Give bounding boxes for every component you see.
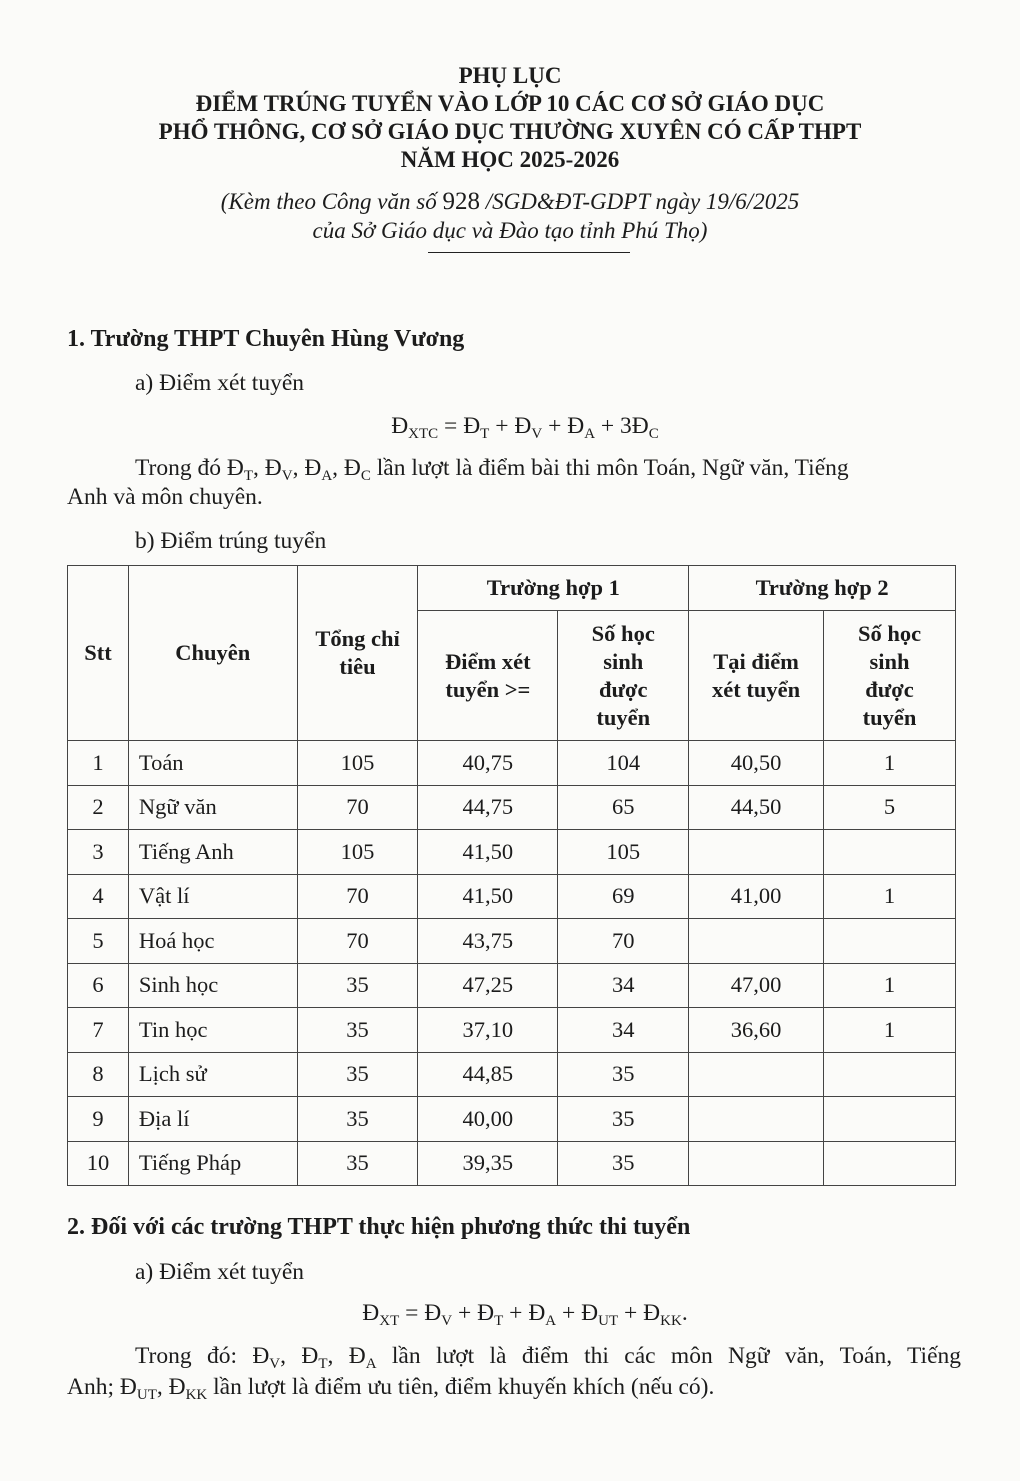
cell-chi-tieu: 70 (297, 919, 418, 964)
cell-diem-xet-tuyen-1: 37,10 (418, 1008, 558, 1053)
cell-so-hoc-sinh-1: 104 (558, 741, 689, 786)
table-body (68, 741, 956, 1186)
cell-so-hoc-sinh-1: 35 (558, 1097, 689, 1142)
cell-chi-tieu: 70 (297, 874, 418, 919)
table-row (68, 963, 956, 1008)
table-row (68, 874, 956, 919)
cell-diem-xet-tuyen-1: 43,75 (418, 919, 558, 964)
header-so-hoc-sinh-1: Số học sinh được tuyển (558, 611, 689, 741)
cell-chuyen: Địa lí (128, 1097, 297, 1142)
cell-chuyen: Lịch sử (128, 1052, 297, 1097)
cell-chuyen: Toán (128, 741, 297, 786)
table-row (68, 1097, 956, 1142)
cell-so-hoc-sinh-2: 1 (824, 741, 956, 786)
cell-so-hoc-sinh-1: 34 (558, 963, 689, 1008)
table-row (68, 785, 956, 830)
cell-stt: 6 (68, 963, 129, 1008)
doc-title-line1: ĐIỂM TRÚNG TUYỂN VÀO LỚP 10 CÁC CƠ SỞ GIÁO DỤC (195, 91, 825, 116)
cell-so-hoc-sinh-1: 105 (558, 830, 689, 875)
cell-diem-xet-tuyen-2 (689, 1141, 824, 1186)
attachment-note-line2: của Sở Giáo dục và Đào tạo tỉnh Phú Thọ) (312, 218, 708, 243)
cell-diem-xet-tuyen-2: 40,50 (689, 741, 824, 786)
cell-stt: 3 (68, 830, 129, 875)
cell-so-hoc-sinh-1: 35 (558, 1052, 689, 1097)
cell-stt: 4 (68, 874, 129, 919)
section1-desc-line2: Anh và môn chuyên. (67, 484, 263, 510)
section2-title: 2. Đối với các trường THPT thực hiện phương thức thi tuyển (67, 1214, 691, 1240)
cell-chi-tieu: 35 (297, 1008, 418, 1053)
cell-diem-xet-tuyen-2 (689, 830, 824, 875)
cell-so-hoc-sinh-2: 5 (824, 785, 956, 830)
cell-chuyen: Tiếng Pháp (128, 1141, 297, 1186)
section1-desc-line1: Trong đó $Đ_T$, $Đ_V$, $Đ_A$, $Đ_C$ lần lượt là điểm bài thi môn Toán, Ngữ văn, Tiếng (135, 455, 849, 484)
attachment-note-line1: (Kèm theo Công văn số 928 /SGD&ĐT-GDPT ngày 19/6/2025 (220, 188, 800, 215)
cell-chuyen: Hoá học (128, 919, 297, 964)
cell-so-hoc-sinh-2: 1 (824, 874, 956, 919)
header-underline (428, 252, 630, 253)
cell-diem-xet-tuyen-2: 36,60 (689, 1008, 824, 1053)
cell-so-hoc-sinh-1: 69 (558, 874, 689, 919)
cell-diem-xet-tuyen-1: 41,50 (418, 874, 558, 919)
header-chuyen: Chuyên (128, 566, 297, 741)
cell-so-hoc-sinh-1: 35 (558, 1141, 689, 1186)
cell-diem-xet-tuyen-2 (689, 1097, 824, 1142)
cell-chi-tieu: 35 (297, 1097, 418, 1142)
section2-sub-a: a) Điểm xét tuyển (135, 1259, 305, 1285)
cell-so-hoc-sinh-2 (824, 830, 956, 875)
cell-diem-xet-tuyen-2 (689, 919, 824, 964)
cell-chuyen: Sinh học (128, 963, 297, 1008)
appendix-label: PHỤ LỤC (458, 63, 562, 88)
table-row (68, 830, 956, 875)
doc-title-line2: PHỔ THÔNG, CƠ SỞ GIÁO DỤC THƯỜNG XUYÊN CÓ CẤP THPT (158, 119, 862, 144)
cell-stt: 5 (68, 919, 129, 964)
section1-formula: $Đ_{XTC}$ = $Đ_T$ + $Đ_V$ + $Đ_A$ + $3Đ_C$ (391, 413, 659, 442)
header-tai-diem-xet-tuyen: Tại điểm xét tuyển (689, 611, 824, 741)
cell-diem-xet-tuyen-2 (689, 1052, 824, 1097)
cell-diem-xet-tuyen-1: 47,25 (418, 963, 558, 1008)
table-row (68, 741, 956, 786)
cell-stt: 2 (68, 785, 129, 830)
cell-chuyen: Vật lí (128, 874, 297, 919)
cell-chuyen: Tin học (128, 1008, 297, 1053)
header-so-hoc-sinh-2: Số học sinh được tuyển (824, 611, 956, 741)
cell-diem-xet-tuyen-1: 40,00 (418, 1097, 558, 1142)
header-case2: Trường hợp 2 (689, 566, 956, 611)
doc-title-year: NĂM HỌC 2025-2026 (400, 147, 620, 172)
cell-diem-xet-tuyen-1: 44,75 (418, 785, 558, 830)
cell-chi-tieu: 35 (297, 1141, 418, 1186)
cell-so-hoc-sinh-2 (824, 1141, 956, 1186)
section1-sub-b: b) Điểm trúng tuyển (135, 528, 327, 554)
cell-so-hoc-sinh-2: 1 (824, 1008, 956, 1053)
doc-date: 19/6/2025 (705, 189, 800, 214)
header-stt: Stt (68, 566, 129, 741)
cell-diem-xet-tuyen-1: 41,50 (418, 830, 558, 875)
cell-chuyen: Ngữ văn (128, 785, 297, 830)
table-row (68, 919, 956, 964)
cell-so-hoc-sinh-1: 70 (558, 919, 689, 964)
cell-stt: 7 (68, 1008, 129, 1053)
cell-chi-tieu: 105 (297, 830, 418, 875)
header-diem-xet-tuyen: Điểm xét tuyển >= (418, 611, 558, 741)
table-row (68, 1008, 956, 1053)
cell-diem-xet-tuyen-1: 44,85 (418, 1052, 558, 1097)
cell-stt: 1 (68, 741, 129, 786)
header-case1: Trường hợp 1 (418, 566, 689, 611)
admission-scores-table (67, 565, 956, 1186)
cell-so-hoc-sinh-1: 65 (558, 785, 689, 830)
table-row (68, 1141, 956, 1186)
section1-title: 1. Trường THPT Chuyên Hùng Vương (67, 326, 465, 352)
cell-diem-xet-tuyen-1: 40,75 (418, 741, 558, 786)
cell-chi-tieu: 35 (297, 1052, 418, 1097)
section2-desc-line2: Anh; $Đ_{UT}$, $Đ_{KK}$ lần lượt là điểm ưu tiên, điểm khuyến khích (nếu có). (67, 1374, 715, 1403)
section2-formula: $Đ_{XT}$ = $Đ_V$ + $Đ_T$ + $Đ_A$ + $Đ_{UT}$ + $Đ_{KK}$. (362, 1300, 688, 1329)
table-row (68, 1052, 956, 1097)
cell-so-hoc-sinh-2 (824, 1097, 956, 1142)
cell-diem-xet-tuyen-2: 44,50 (689, 785, 824, 830)
header-tong-chi-tieu: Tổng chỉ tiêu (297, 566, 418, 741)
cell-stt: 10 (68, 1141, 129, 1186)
cell-stt: 9 (68, 1097, 129, 1142)
cell-stt: 8 (68, 1052, 129, 1097)
doc-number: 928 (442, 188, 480, 215)
cell-chuyen: Tiếng Anh (128, 830, 297, 875)
cell-so-hoc-sinh-1: 34 (558, 1008, 689, 1053)
cell-chi-tieu: 70 (297, 785, 418, 830)
section1-sub-a: a) Điểm xét tuyển (135, 370, 305, 396)
cell-chi-tieu: 35 (297, 963, 418, 1008)
cell-so-hoc-sinh-2 (824, 919, 956, 964)
section2-desc-line1: Trong đó: $Đ_V$, $Đ_T$, $Đ_A$ lần lượt là điểm thi các môn Ngữ văn, Toán, Tiếng (135, 1343, 962, 1372)
cell-diem-xet-tuyen-1: 39,35 (418, 1141, 558, 1186)
cell-chi-tieu: 105 (297, 741, 418, 786)
cell-so-hoc-sinh-2 (824, 1052, 956, 1097)
cell-diem-xet-tuyen-2: 47,00 (689, 963, 824, 1008)
cell-so-hoc-sinh-2: 1 (824, 963, 956, 1008)
cell-diem-xet-tuyen-2: 41,00 (689, 874, 824, 919)
